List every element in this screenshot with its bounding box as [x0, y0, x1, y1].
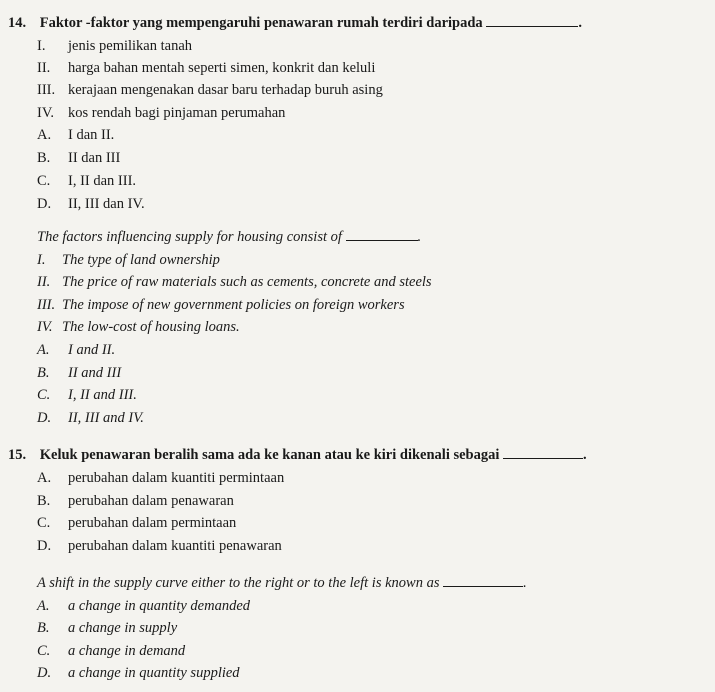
- q14-english-stem-end: .: [417, 229, 422, 245]
- q14-malay-option-text: I dan II.: [68, 127, 115, 143]
- q14-malay-option-text: I, II dan III.: [68, 173, 137, 189]
- q15-malay-option-text: perubahan dalam penawaran: [68, 493, 234, 509]
- q15-english-option-text: a change in demand: [68, 643, 186, 659]
- q14-english-option-letter: C.: [37, 387, 51, 403]
- q15-malay-option-letter: A.: [37, 470, 52, 486]
- q15-english-option-letter: A.: [37, 598, 50, 614]
- q15-english-stem-end: .: [523, 575, 527, 591]
- q14-english-item-mark: IV.: [37, 319, 53, 335]
- q15-malay-stem-end: .: [583, 447, 587, 463]
- q15-stem-line: [8, 446, 587, 464]
- q14-malay-option-letter: D.: [37, 196, 52, 212]
- q15-malay-option-letter: D.: [37, 538, 52, 554]
- q14-malay-option-text: II dan III: [68, 150, 121, 166]
- q15-english-blank: [443, 574, 523, 587]
- q15-english-option-letter: D.: [37, 665, 52, 681]
- q14-english-item-mark: II.: [37, 274, 51, 290]
- q15-english-option-letter: C.: [37, 643, 51, 659]
- q14-english-stem: The factors influencing supply for housing consist of: [37, 229, 342, 245]
- q14-malay-item-text: harga bahan mentah seperti simen, konkrit dan keluli: [68, 60, 376, 76]
- q14-english-option-text: I, II and III.: [68, 387, 137, 403]
- q14-english-item-mark: I.: [37, 252, 46, 268]
- q15-malay-option-text: perubahan dalam kuantiti penawaran: [68, 538, 282, 554]
- q14-malay-item-mark: II.: [37, 60, 51, 76]
- q14-english-item-text: The type of land ownership: [62, 252, 220, 268]
- q15-malay-option-letter: B.: [37, 493, 51, 509]
- q15-english-stem-line: [37, 574, 527, 592]
- q14-malay-item-text: jenis pemilikan tanah: [68, 38, 193, 54]
- q15-english-stem: A shift in the supply curve either to the right or to the left is known as: [37, 575, 440, 591]
- q15-english-option-text: a change in quantity supplied: [68, 665, 240, 681]
- q14-malay-item-text: kos rendah bagi pinjaman perumahan: [68, 105, 286, 121]
- q14-malay-blank: [486, 14, 578, 27]
- q14-malay-item-mark: I.: [37, 38, 46, 54]
- q14-stem-line: [8, 14, 582, 32]
- q14-malay-stem-end: .: [578, 15, 582, 31]
- q14-english-item-text: The low-cost of housing loans.: [62, 319, 240, 335]
- q14-english-option-text: II and III: [68, 365, 122, 381]
- q15-malay-option-text: perubahan dalam permintaan: [68, 515, 237, 531]
- q14-english-item-text: The price of raw materials such as cements, concrete and steels: [62, 274, 432, 290]
- q14-english-blank: [346, 228, 418, 241]
- q15-number: 15.: [8, 447, 27, 463]
- q14-number: 14.: [8, 15, 27, 31]
- q14-malay-stem: Faktor -faktor yang mempengaruhi penawaran rumah terdiri daripada: [39, 15, 483, 31]
- q14-malay-item-mark: IV.: [37, 105, 55, 121]
- q14-english-option-text: II, III and IV.: [68, 410, 144, 426]
- q14-malay-option-text: II, III dan IV.: [68, 196, 145, 212]
- q14-malay-option-letter: B.: [37, 150, 51, 166]
- q14-english-item-text: The impose of new government policies on foreign workers: [62, 297, 405, 313]
- q14-english-option-letter: B.: [37, 365, 50, 381]
- q15-english-option-text: a change in quantity demanded: [68, 598, 251, 614]
- q14-malay-option-letter: C.: [37, 173, 51, 189]
- q14-english-item-mark: III.: [37, 297, 56, 313]
- q15-malay-stem: Keluk penawaran beralih sama ada ke kanan atau ke kiri dikenali sebagai: [39, 447, 500, 463]
- q14-malay-item-text: kerajaan mengenakan dasar baru terhadap buruh asing: [68, 82, 383, 98]
- q15-english-option-letter: B.: [37, 620, 50, 636]
- q14-english-stem-line: [37, 228, 421, 246]
- q14-english-option-letter: A.: [37, 342, 50, 358]
- q14-english-option-text: I and II.: [68, 342, 116, 358]
- q14-malay-option-letter: A.: [37, 127, 52, 143]
- q15-english-option-text: a change in supply: [68, 620, 178, 636]
- q14-english-option-letter: D.: [37, 410, 52, 426]
- q14-malay-item-mark: III.: [37, 82, 56, 98]
- q15-malay-blank: [503, 446, 583, 459]
- q15-malay-option-letter: C.: [37, 515, 51, 531]
- q15-malay-option-text: perubahan dalam kuantiti permintaan: [68, 470, 285, 486]
